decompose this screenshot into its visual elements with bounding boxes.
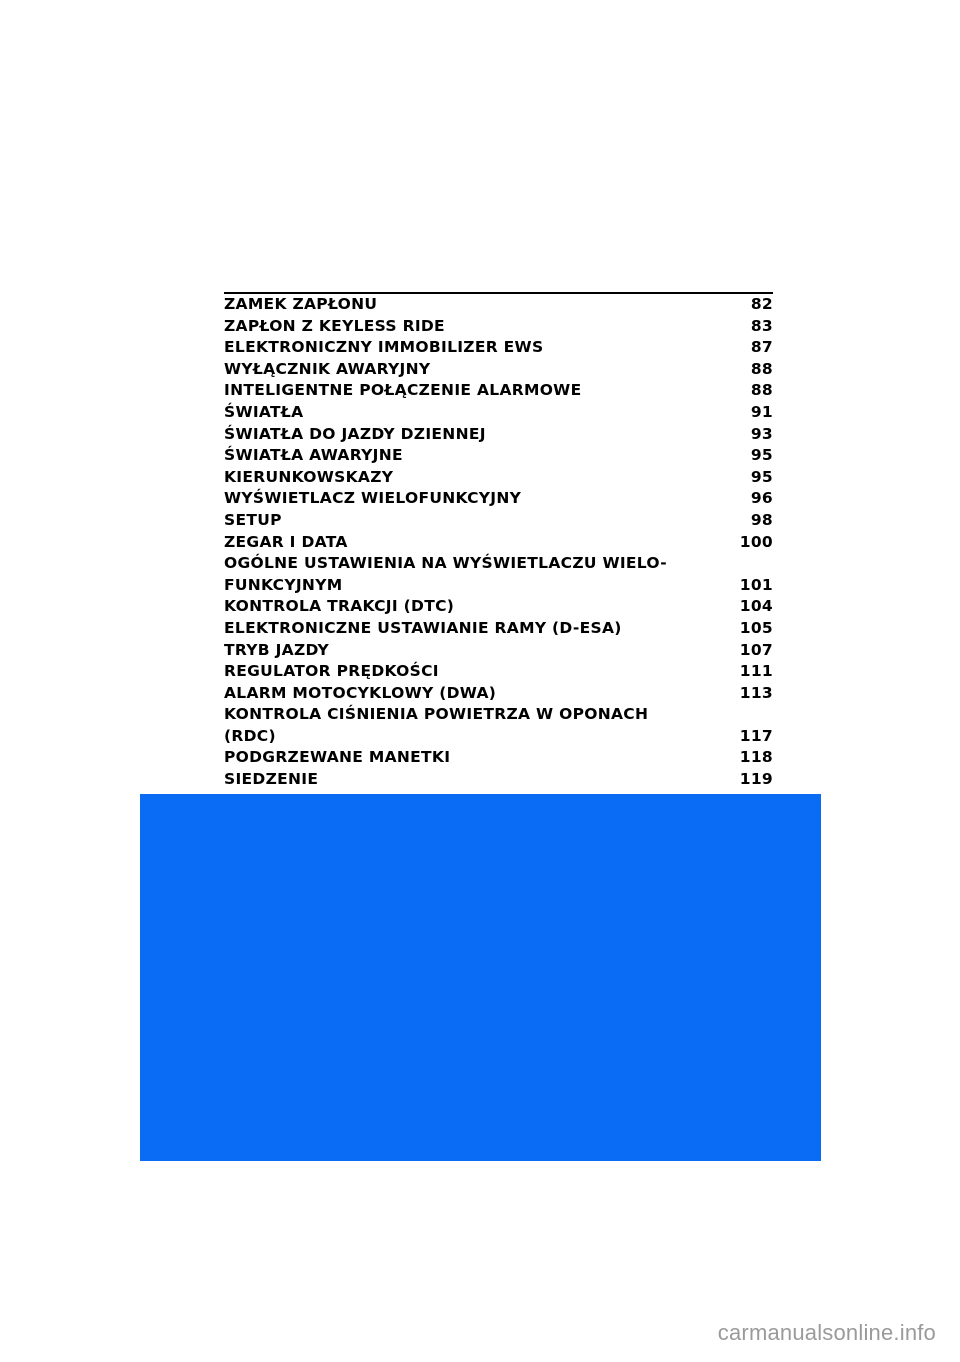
toc-entry[interactable] [224, 467, 773, 489]
toc-entry[interactable] [224, 488, 773, 510]
toc-entry[interactable] [224, 445, 773, 467]
toc-entry-title: KONTROLA CIŚNIENIA POWIETRZA W OPONACH (RDC) [224, 705, 649, 745]
toc-entry-page: 101 [739, 575, 773, 594]
toc-entry[interactable] [224, 359, 773, 381]
toc-list [224, 294, 773, 791]
toc-entry-title: ZAMEK ZAPŁONU [224, 295, 378, 313]
toc-entry-page: 87 [750, 338, 773, 357]
toc-entry-title: WYŚWIETLACZ WIELOFUNKCYJNY [224, 489, 522, 508]
toc-entry-page: 107 [739, 640, 773, 659]
toc-entry[interactable] [224, 618, 773, 640]
toc-entry[interactable] [224, 532, 773, 554]
toc-entry[interactable] [224, 596, 773, 618]
toc-entry-title: ELEKTRONICZNE USTAWIANIE RAMY (D-ESA) [224, 618, 622, 637]
toc-entry-page: 88 [750, 381, 773, 400]
toc-entry-title: KONTROLA TRAKCJI (DTC) [224, 597, 455, 616]
toc-entry-title: ELEKTRONICZNY IMMOBILIZER EWS [224, 338, 544, 357]
toc-entry[interactable] [224, 661, 773, 683]
toc-entry-page: 91 [750, 402, 773, 421]
toc-entry[interactable] [224, 510, 773, 532]
toc-entry-title: ZEGAR I DATA [224, 532, 348, 551]
toc-entry-title: SIEDZENIE [224, 770, 319, 789]
toc-entry-title: ZAPŁON Z KEYLESS RIDE [224, 316, 445, 335]
toc-entry-page: 111 [739, 662, 773, 681]
toc-entry-page: 88 [750, 359, 773, 378]
toc-entry[interactable] [224, 769, 773, 791]
toc-entry[interactable] [224, 553, 773, 596]
watermark-text: carmanualsonline.info [717, 1320, 936, 1345]
toc-entry-page: 83 [750, 316, 773, 335]
toc-entry[interactable] [224, 747, 773, 769]
toc-entry[interactable] [224, 294, 773, 316]
toc-entry-page: 95 [750, 467, 773, 486]
toc-entry[interactable] [224, 316, 773, 338]
toc-entry[interactable] [224, 704, 773, 747]
toc-entry[interactable] [224, 683, 773, 705]
toc-entry-title: ŚWIATŁA AWARYJNE [224, 446, 403, 465]
toc-entry[interactable] [224, 380, 773, 402]
toc-entry-page: 104 [739, 597, 773, 616]
toc-entry-title: KIERUNKOWSKAZY [224, 467, 394, 486]
toc-entry-page: 105 [739, 618, 773, 637]
toc-entry[interactable] [224, 402, 773, 424]
table-of-contents [224, 292, 773, 791]
toc-entry-title: PODGRZEWANE MANETKI [224, 748, 451, 767]
toc-entry-page: 93 [750, 424, 773, 443]
toc-entry-page: 113 [739, 683, 773, 702]
toc-entry-title: WYŁĄCZNIK AWARYJNY [224, 359, 431, 378]
toc-entry-page: 119 [739, 770, 773, 789]
toc-entry-title: INTELIGENTNE POŁĄCZENIE ALARMOWE [224, 381, 582, 400]
toc-entry-page: 100 [739, 532, 773, 551]
toc-entry-page: 117 [739, 726, 773, 745]
toc-entry-page: 95 [750, 446, 773, 465]
blue-color-panel [140, 794, 821, 1161]
toc-entry-page: 96 [750, 489, 773, 508]
toc-entry-title: OGÓLNE USTAWIENIA NA WYŚWIETLACZU WIELO- FUNKCYJNYM [224, 554, 667, 594]
toc-entry-title: REGULATOR PRĘDKOŚCI [224, 662, 439, 681]
toc-entry[interactable] [224, 337, 773, 359]
toc-entry-page: 98 [750, 510, 773, 529]
toc-entry-page: 118 [739, 748, 773, 767]
toc-entry-title: SETUP [224, 510, 282, 529]
toc-entry-title: TRYB JAZDY [224, 640, 330, 659]
toc-entry-title: ŚWIATŁA [224, 402, 304, 421]
toc-entry-page: 82 [750, 295, 773, 313]
toc-entry-title: ŚWIATŁA DO JAZDY DZIENNEJ [224, 424, 486, 443]
toc-entry-title: ALARM MOTOCYKLOWY (DWA) [224, 683, 497, 702]
toc-entry[interactable] [224, 640, 773, 662]
toc-entry[interactable] [224, 424, 773, 446]
